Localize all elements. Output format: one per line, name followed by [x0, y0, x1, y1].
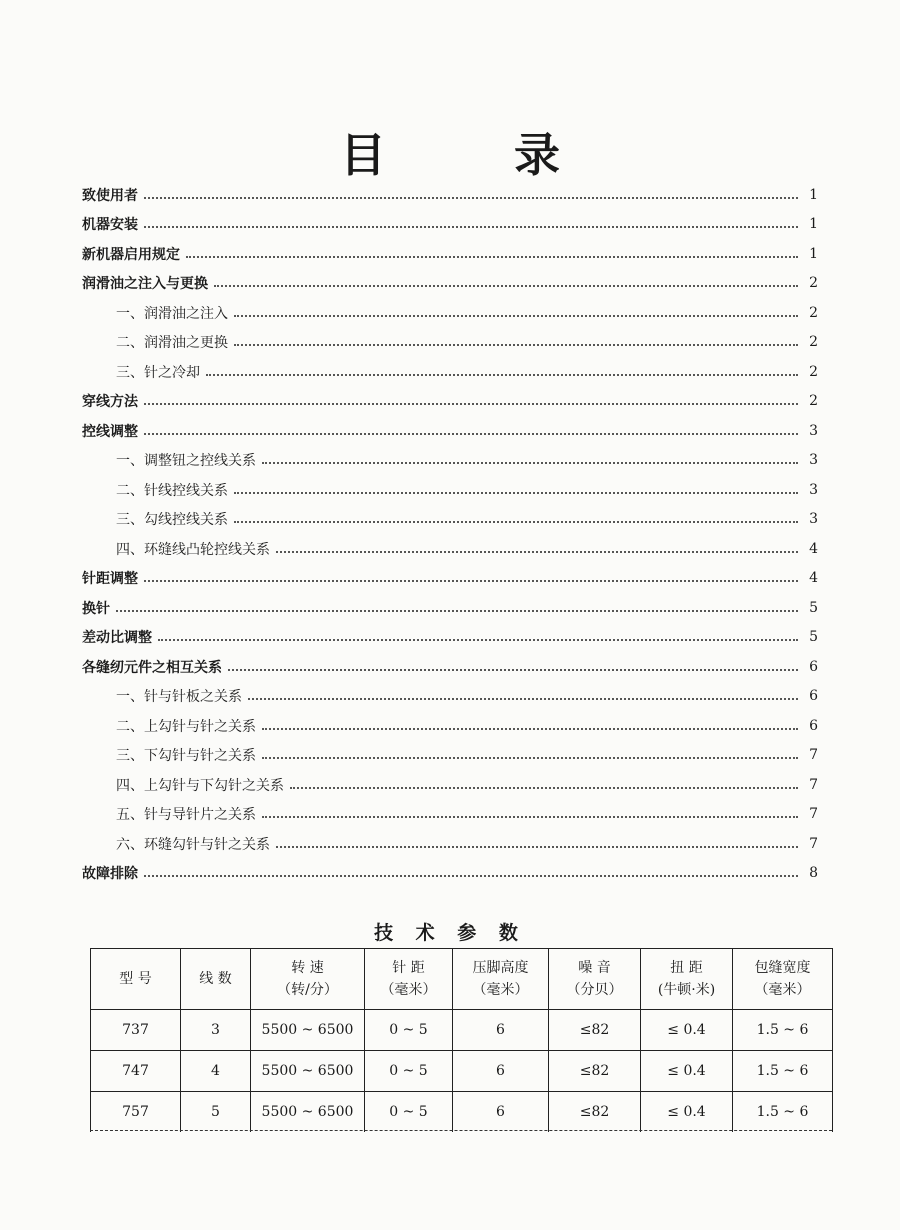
toc-entry-label: 三、勾线控线关系: [116, 512, 228, 529]
toc-entry: [82, 505, 818, 535]
toc-entry: [82, 564, 818, 594]
spec-header-unit: （转/分）: [277, 982, 338, 998]
toc-entry-label: 三、针之冷却: [116, 364, 200, 381]
spec-cell: 757: [91, 1092, 181, 1133]
toc-entry: [82, 770, 818, 800]
toc-dot-leader: [144, 197, 798, 199]
spec-header-main: 型 号: [119, 971, 152, 987]
spec-cell: 4: [181, 1051, 251, 1092]
toc-entry: [82, 446, 818, 476]
toc-entry: [82, 357, 818, 387]
toc-entry: [82, 623, 818, 653]
toc-entry-label: 各缝纫元件之相互关系: [82, 659, 222, 676]
spec-cell: ≤ 0.4: [641, 1092, 733, 1133]
spec-header-unit: （毫米）: [754, 982, 811, 998]
toc-entry: [82, 416, 818, 446]
toc-entry: [82, 180, 818, 210]
toc-entry-label: 换针: [82, 600, 110, 617]
spec-cell: 5500 ~ 6500: [251, 1051, 365, 1092]
spec-cell: ≤82: [549, 1010, 641, 1051]
toc-entry: [82, 711, 818, 741]
toc-dot-leader: [262, 816, 798, 818]
toc-entry-label: 一、润滑油之注入: [116, 305, 228, 322]
spec-cell: 737: [91, 1010, 181, 1051]
toc-entry: [82, 741, 818, 771]
toc-entry-label: 一、调整钮之控线关系: [116, 453, 256, 470]
toc-dot-leader: [206, 374, 798, 376]
toc-dot-leader: [262, 728, 798, 730]
toc-entry-label: 针距调整: [82, 571, 138, 588]
spec-header-unit: (牛顿·米): [657, 982, 716, 998]
toc-entry-label: 故障排除: [82, 866, 138, 883]
spec-cell: ≤82: [549, 1092, 641, 1133]
toc-entry-label: 三、下勾针与针之关系: [116, 748, 256, 765]
toc-entry-page: 1: [809, 186, 818, 203]
spec-cell: 1.5 ~ 6: [733, 1051, 833, 1092]
toc-dot-leader: [234, 492, 798, 494]
spec-header-cell: [549, 949, 641, 1010]
toc-entry: [82, 593, 818, 623]
toc-dot-leader: [144, 403, 798, 405]
toc-entry-label: 二、上勾针与针之关系: [116, 718, 256, 735]
toc-entry: [82, 652, 818, 682]
toc-entry-label: 五、针与导针片之关系: [116, 807, 256, 824]
toc-dot-leader: [234, 521, 798, 523]
table-bottom-edge: [90, 1130, 832, 1131]
toc-entry-page: 7: [809, 776, 818, 793]
toc-entry: [82, 269, 818, 299]
spec-cell: 6: [453, 1092, 549, 1133]
spec-cell: ≤ 0.4: [641, 1010, 733, 1051]
spec-header-main: 转 速: [291, 960, 324, 976]
toc-dot-leader: [214, 285, 798, 287]
toc-dot-leader: [144, 580, 798, 582]
toc-entry-page: 2: [809, 363, 818, 380]
spec-header-main: 噪 音: [578, 960, 611, 976]
toc-dot-leader: [276, 846, 798, 848]
spec-table: [90, 948, 833, 1132]
spec-header-cell: [181, 949, 251, 1010]
spec-header-main: 扭 距: [670, 960, 703, 976]
toc-entry-label: 四、环缝线凸轮控线关系: [116, 541, 270, 558]
toc-entry: [82, 387, 818, 417]
toc-dot-leader: [276, 551, 798, 553]
toc-dot-leader: [234, 315, 798, 317]
toc-entry-label: 二、针线控线关系: [116, 482, 228, 499]
toc-dot-leader: [144, 226, 798, 228]
table-of-contents: [82, 180, 818, 888]
toc-entry: [82, 682, 818, 712]
toc-dot-leader: [248, 698, 798, 700]
spec-header-unit: （分贝）: [566, 982, 623, 998]
toc-dot-leader: [262, 757, 798, 759]
table-row: [91, 1010, 833, 1051]
toc-entry-label: 四、上勾针与下勾针之关系: [116, 777, 284, 794]
spec-header-unit: （毫米）: [380, 982, 437, 998]
toc-entry-page: 7: [809, 747, 818, 764]
spec-cell: 5500 ~ 6500: [251, 1010, 365, 1051]
toc-entry-page: 4: [809, 570, 818, 587]
spec-cell: 0 ~ 5: [365, 1051, 453, 1092]
spec-header-main: 针 距: [392, 960, 425, 976]
spec-header-main: 包缝宽度: [754, 960, 811, 976]
toc-entry-page: 2: [809, 304, 818, 321]
toc-entry-page: 7: [809, 806, 818, 823]
spec-cell: 5: [181, 1092, 251, 1133]
toc-entry-page: 8: [809, 865, 818, 882]
spec-cell: 1.5 ~ 6: [733, 1010, 833, 1051]
toc-entry-label: 穿线方法: [82, 394, 138, 411]
spec-header-cell: [91, 949, 181, 1010]
table-row: [91, 1092, 833, 1133]
toc-dot-leader: [144, 433, 798, 435]
toc-dot-leader: [144, 875, 798, 877]
toc-entry: [82, 829, 818, 859]
toc-dot-leader: [262, 462, 798, 464]
toc-entry-label: 机器安装: [82, 217, 138, 234]
toc-entry: [82, 328, 818, 358]
spec-cell: ≤82: [549, 1051, 641, 1092]
toc-entry-page: 1: [809, 216, 818, 233]
toc-entry-label: 六、环缝勾针与针之关系: [116, 836, 270, 853]
page-title: 目 录: [339, 127, 616, 182]
spec-cell: 0 ~ 5: [365, 1092, 453, 1133]
spec-cell: 6: [453, 1051, 549, 1092]
toc-entry-page: 3: [809, 422, 818, 439]
toc-entry-page: 6: [809, 717, 818, 734]
toc-entry-page: 2: [809, 393, 818, 410]
spec-title: 技 术 参 数: [374, 922, 526, 944]
toc-entry: [82, 534, 818, 564]
toc-dot-leader: [158, 639, 798, 641]
toc-entry-label: 二、润滑油之更换: [116, 335, 228, 352]
spec-cell: 0 ~ 5: [365, 1010, 453, 1051]
toc-entry: [82, 475, 818, 505]
spec-cell: 747: [91, 1051, 181, 1092]
spec-header-main: 压脚高度: [472, 960, 529, 976]
toc-entry-label: 致使用者: [82, 187, 138, 204]
toc-entry-page: 7: [809, 835, 818, 852]
toc-entry-page: 5: [809, 599, 818, 616]
toc-entry-page: 5: [809, 629, 818, 646]
spec-cell: 5500 ~ 6500: [251, 1092, 365, 1133]
spec-header-cell: [365, 949, 453, 1010]
spec-cell: 1.5 ~ 6: [733, 1092, 833, 1133]
toc-entry-label: 润滑油之注入与更换: [82, 276, 208, 293]
toc-entry-page: 3: [809, 511, 818, 528]
toc-entry-page: 6: [809, 658, 818, 675]
toc-entry-label: 差动比调整: [82, 630, 152, 647]
toc-entry: [82, 239, 818, 269]
toc-entry-page: 2: [809, 275, 818, 292]
spec-cell: ≤ 0.4: [641, 1051, 733, 1092]
toc-entry: [82, 859, 818, 889]
toc-entry: [82, 298, 818, 328]
toc-entry: [82, 800, 818, 830]
toc-entry-page: 6: [809, 688, 818, 705]
spec-header-row: [91, 949, 833, 1010]
toc-entry-page: 4: [809, 540, 818, 557]
spec-header-cell: [641, 949, 733, 1010]
spec-header-cell: [251, 949, 365, 1010]
toc-entry-page: 3: [809, 452, 818, 469]
toc-entry-label: 一、针与针板之关系: [116, 689, 242, 706]
spec-cell: 6: [453, 1010, 549, 1051]
toc-entry-label: 新机器启用规定: [82, 246, 180, 263]
toc-dot-leader: [290, 787, 798, 789]
toc-dot-leader: [234, 344, 798, 346]
spec-header-cell: [733, 949, 833, 1010]
toc-entry-page: 1: [809, 245, 818, 262]
toc-entry-page: 3: [809, 481, 818, 498]
toc-entry-page: 2: [809, 334, 818, 351]
toc-entry-label: 控线调整: [82, 423, 138, 440]
toc-entry: [82, 210, 818, 240]
table-row: [91, 1051, 833, 1092]
toc-dot-leader: [116, 610, 798, 612]
spec-header-unit: （毫米）: [472, 982, 529, 998]
toc-dot-leader: [228, 669, 798, 671]
spec-header-main: 线 数: [199, 971, 232, 987]
spec-header-cell: [453, 949, 549, 1010]
spec-cell: 3: [181, 1010, 251, 1051]
toc-dot-leader: [186, 256, 798, 258]
